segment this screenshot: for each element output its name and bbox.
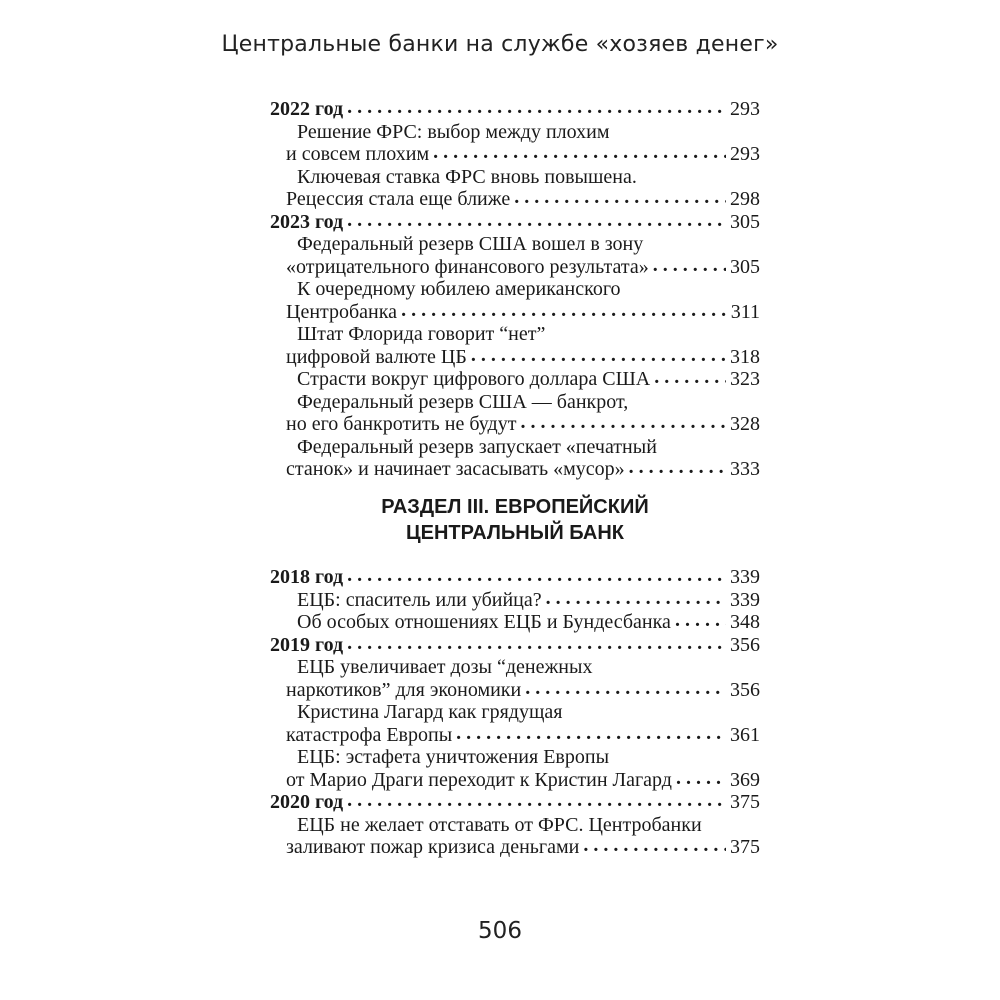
toc-entry-title: заливают пожар кризиса деньгами — [286, 836, 580, 858]
toc-entry-line — [270, 256, 760, 279]
toc-entry-line — [270, 278, 760, 301]
toc-page-number: 361 — [730, 723, 760, 746]
toc-dot-leader — [676, 767, 726, 790]
toc-entry-title: цифровой валюте ЦБ — [286, 345, 467, 368]
running-header: Центральные банки на службе «хозяев денег» — [221, 32, 779, 57]
toc-dot-leader — [347, 564, 726, 587]
toc-entry-title: Страсти вокруг цифрового доллара США — [297, 368, 651, 390]
toc-entry-title: Ключевая ставка ФРС вновь повышена. — [297, 165, 637, 188]
toc-page-number: 375 — [730, 836, 760, 858]
toc-entry-title: К очередному юбилею американского — [297, 278, 621, 300]
toc-entry-title: Федеральный резерв США вошел в зону — [297, 233, 644, 255]
toc-entry-title: 2023 год — [270, 210, 344, 233]
toc-dot-leader — [347, 632, 726, 655]
toc-entry-title: 2018 год — [270, 566, 344, 588]
toc-entry-line — [270, 814, 760, 837]
toc-dot-leader — [347, 209, 726, 232]
toc-dot-leader — [433, 141, 726, 164]
toc-dot-leader — [653, 254, 726, 277]
toc-page-number: 323 — [730, 368, 760, 390]
toc-dot-leader — [456, 722, 726, 745]
toc-entry-line — [270, 301, 760, 324]
toc-entry-line — [270, 323, 760, 346]
toc-page-number: 348 — [730, 611, 760, 633]
toc-entry-title: Федеральный резерв запускает «печатный — [297, 435, 657, 458]
toc-page-number: 311 — [730, 300, 760, 323]
toc-page-number: 298 — [730, 188, 760, 210]
toc-page-number: 318 — [730, 345, 760, 368]
toc-entry-line — [270, 656, 760, 679]
toc-entry-title: ЕЦБ: спаситель или убийца? — [297, 588, 542, 611]
toc-page-number: 328 — [730, 413, 760, 435]
toc-entry-title: 2022 год — [270, 98, 344, 120]
toc-entry-line — [270, 836, 760, 859]
toc-entry-title: Центробанка — [286, 300, 398, 323]
toc-entry-line — [270, 233, 760, 256]
toc-entry-line — [270, 679, 760, 702]
toc-entry-line — [270, 391, 760, 414]
toc-entry-title: катастрофа Европы — [286, 723, 453, 746]
toc-dot-leader — [546, 587, 726, 610]
toc-entry-title: Штат Флорида говорит “нет” — [297, 323, 546, 345]
toc-list-part2 — [270, 566, 760, 859]
toc-entry-line — [270, 346, 760, 369]
toc-entry-line — [270, 611, 760, 634]
toc-dot-leader — [525, 677, 726, 700]
page-number: 506 — [478, 918, 522, 944]
toc-dot-leader — [675, 609, 726, 632]
toc-dot-leader — [347, 96, 726, 119]
toc-dot-leader — [514, 186, 726, 209]
toc-entry-line — [270, 458, 760, 481]
toc-year-entry — [270, 98, 760, 121]
toc-entry-line — [270, 701, 760, 724]
toc-entry-title: и совсем плохим — [286, 143, 430, 165]
toc-page-number: 369 — [730, 768, 760, 791]
toc-dot-leader — [401, 299, 727, 322]
toc-entry-title: Рецессия стала еще ближе — [286, 188, 511, 210]
toc-page-number: 305 — [730, 255, 760, 278]
toc-entry-line — [270, 166, 760, 189]
toc-entry-line — [270, 413, 760, 436]
toc-page-number: 305 — [730, 210, 760, 233]
section-heading-line2: ЦЕНТРАЛЬНЫЙ БАНК — [406, 522, 624, 544]
toc-page-number: 333 — [730, 458, 760, 480]
toc-year-entry — [270, 211, 760, 234]
toc-entry-title: ЕЦБ не желает отставать от ФРС. Центробанки — [297, 813, 702, 836]
section-heading-line1: РАЗДЕЛ III. ЕВРОПЕЙСКИЙ — [381, 496, 649, 518]
toc-dot-leader — [471, 344, 726, 367]
toc-entry-title: Федеральный резерв США — банкрот, — [297, 390, 629, 413]
toc-entry-line — [270, 368, 760, 391]
toc-page-number: 356 — [730, 633, 760, 656]
toc-page-number: 375 — [730, 791, 760, 813]
toc-entry-title: 2020 год — [270, 791, 344, 813]
toc-page-number: 293 — [730, 98, 760, 120]
section-heading — [270, 494, 760, 546]
toc-entry-title: наркотиков” для экономики — [286, 678, 522, 701]
toc-entry-line — [270, 746, 760, 769]
toc-entry-line — [270, 589, 760, 612]
toc-page-number: 339 — [730, 566, 760, 588]
toc-year-entry — [270, 791, 760, 814]
toc-dot-leader — [347, 789, 726, 812]
toc-page-number: 339 — [730, 588, 760, 611]
toc-list-part1 — [270, 98, 760, 481]
toc-entry-title: 2019 год — [270, 633, 344, 656]
toc-entry-line — [270, 188, 760, 211]
toc-dot-leader — [583, 834, 726, 857]
toc-entry-title: от Марио Драги переходит к Кристин Лагард — [286, 768, 672, 791]
toc-year-entry — [270, 566, 760, 589]
toc-page-number: 293 — [730, 143, 760, 165]
toc-entry-line — [270, 143, 760, 166]
toc-entry-title: ЕЦБ: эстафета уничтожения Европы — [297, 746, 610, 768]
toc-entry-title: Об особых отношениях ЕЦБ и Бундесбанка — [297, 611, 671, 633]
toc-entry-title: Кристина Лагард как грядущая — [297, 701, 563, 723]
toc-entry-title: «отрицательного финансового результата» — [286, 255, 649, 278]
toc-page-number: 356 — [730, 678, 760, 701]
toc-entry-line — [270, 724, 760, 747]
toc-entry-title: ЕЦБ увеличивает дозы “денежных — [297, 656, 593, 678]
toc-year-entry — [270, 634, 760, 657]
toc-entry-line — [270, 121, 760, 144]
toc-entry-title: Решение ФРС: выбор между плохим — [297, 120, 610, 143]
toc-entry-line — [270, 769, 760, 792]
toc-entry-line — [270, 436, 760, 459]
toc-dot-leader — [629, 456, 726, 479]
toc-entry-title: но его банкротить не будут — [286, 413, 517, 435]
toc-entry-title: станок» и начинает засасывать «мусор» — [286, 458, 625, 480]
toc-dot-leader — [520, 411, 726, 434]
toc-dot-leader — [654, 366, 726, 389]
